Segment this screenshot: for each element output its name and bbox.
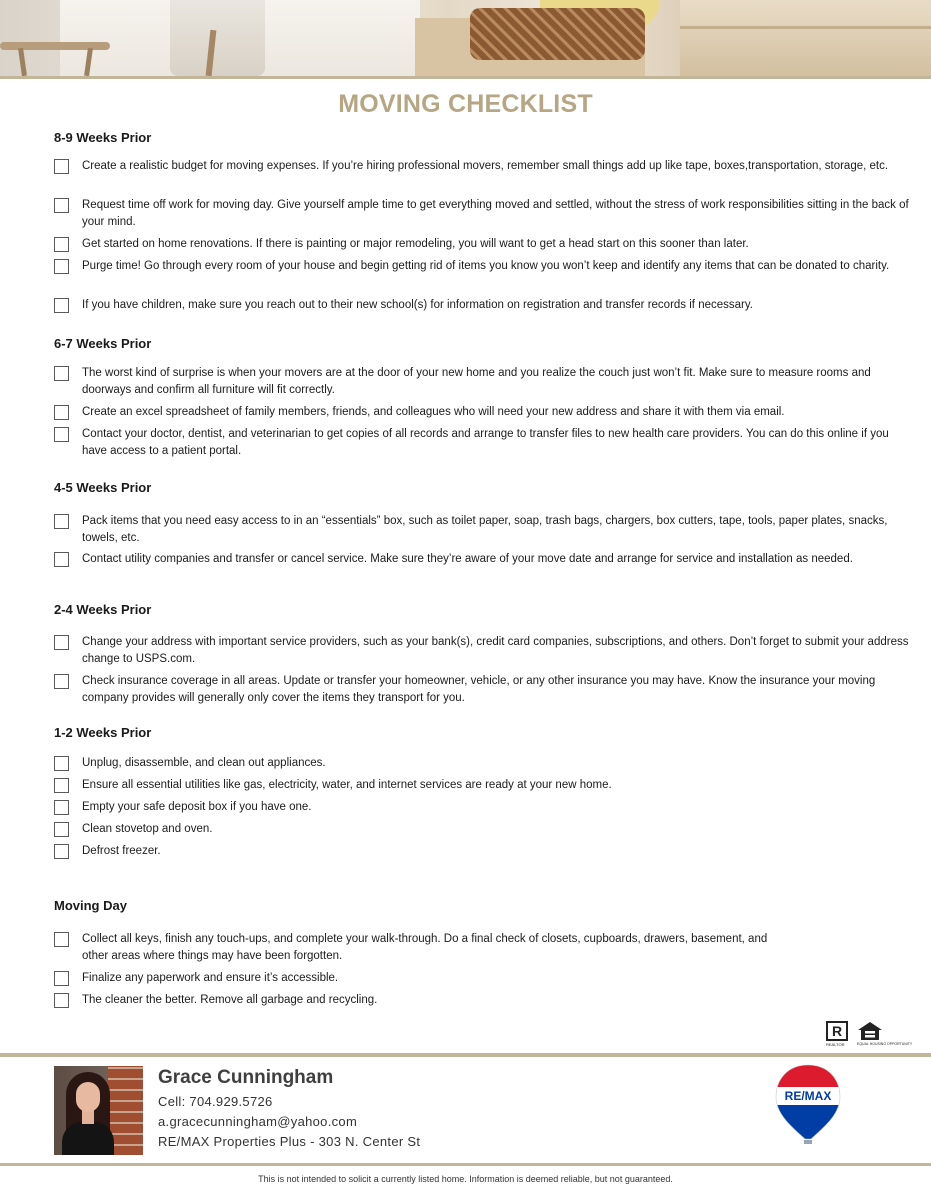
checklist-item-text: Collect all keys, finish any touch-ups, and complete your walk-through. Do a final check of closets, cupboards, drawers, basement, and other areas where things may have been forgotten. — [82, 933, 768, 962]
checklist-item-text: Change your address with important service providers, such as your bank(s), credit card companies, subscriptions, and others. Don’t forget to submit your address change to USPS.com. — [82, 636, 909, 665]
section-heading: 4-5 Weeks Prior — [54, 480, 152, 495]
equal-housing-icon: EQUAL HOUSING OPPORTUNITY — [857, 1021, 883, 1047]
checklist-item-text: Create a realistic budget for moving expenses. If you’re hiring professional movers, remember small things add up like tape, boxes,transportation, storage, etc. — [82, 160, 889, 172]
checklist-item-text: Check insurance coverage in all areas. Update or transfer your homeowner, vehicle, or any other insurance you may have. Know the insurance your moving company provides will generally only cover the items they transport for you. — [82, 675, 876, 704]
agent-email[interactable]: a.gracecunningham@yahoo.com — [158, 1114, 358, 1129]
checklist-item-text: Contact utility companies and transfer or cancel service. Make sure they’re aware of your move date and arrange for service and installation as needed. — [82, 553, 853, 565]
checkbox[interactable] — [54, 635, 69, 650]
checklist-item-text: Purge time! Go through every room of your house and begin getting rid of items you know you won’t keep and identify any items that can be donated to charity. — [82, 260, 890, 272]
section-heading: 2-4 Weeks Prior — [54, 602, 152, 617]
header-photo — [0, 0, 931, 76]
realtor-logo-icon: R REALTOR — [826, 1021, 850, 1047]
checklist-item-text: Pack items that you need easy access to in an “essentials” box, such as toilet paper, soap, trash bags, chargers, box cutters, tape, tools, paper plates, snacks, towels, etc. — [82, 515, 888, 544]
agent-phone[interactable]: Cell: 704.929.5726 — [158, 1094, 273, 1109]
checkbox[interactable] — [54, 427, 69, 442]
checkbox[interactable] — [54, 932, 69, 947]
checklist-item-text: The worst kind of surprise is when your movers are at the door of your new home and you realize the couch just won’t fit. Make sure to measure rooms and doorways and confirm all furniture will fit correctly. — [82, 367, 871, 396]
remax-logo-text: RE/MAX — [784, 1089, 832, 1103]
checklist-item-text: Create an excel spreadsheet of family members, friends, and colleagues who will need your new address and share it with them via email. — [82, 406, 785, 418]
checklist-item-text: Empty your safe deposit box if you have one. — [82, 801, 312, 813]
checklist-item-text: Ensure all essential utilities like gas, electricity, water, and internet services are ready at your new home. — [82, 779, 612, 791]
checkbox[interactable] — [54, 756, 69, 771]
checklist-item-text: Finalize any paperwork and ensure it’s accessible. — [82, 972, 339, 984]
checkbox[interactable] — [54, 405, 69, 420]
page-title: MOVING CHECKLIST — [338, 90, 593, 118]
checkbox[interactable] — [54, 159, 69, 174]
compliance-badges — [826, 1021, 913, 1049]
checklist-item-text: Contact your doctor, dentist, and veterinarian to get copies of all records and arrange to transfer files to new health care providers. You can do this online if you have access to a patient portal. — [82, 428, 889, 457]
checkbox[interactable] — [54, 822, 69, 837]
checkbox[interactable] — [54, 298, 69, 313]
checkbox[interactable] — [54, 366, 69, 381]
checkbox[interactable] — [54, 237, 69, 252]
checkbox[interactable] — [54, 800, 69, 815]
checklist-item-text: The cleaner the better. Remove all garbage and recycling. — [82, 994, 378, 1006]
footer-divider — [0, 1053, 931, 1057]
agent-name: Grace Cunningham — [158, 1067, 334, 1088]
checklist-item-text: Unplug, disassemble, and clean out appliances. — [82, 757, 326, 769]
remax-balloon-logo — [728, 1063, 888, 1145]
checklist-item-text: Defrost freezer. — [82, 845, 161, 857]
checkbox[interactable] — [54, 844, 69, 859]
section-heading: 1-2 Weeks Prior — [54, 725, 152, 740]
section-heading: Moving Day — [54, 898, 127, 913]
checkbox[interactable] — [54, 259, 69, 274]
header-divider — [0, 76, 931, 79]
disclaimer-divider — [0, 1163, 931, 1166]
section-heading: 8-9 Weeks Prior — [54, 130, 152, 145]
checklist-item-text: Clean stovetop and oven. — [82, 823, 213, 835]
checklist-item-text: If you have children, make sure you reach out to their new school(s) for information on registration and transfer records if necessary. — [82, 299, 753, 311]
checkbox[interactable] — [54, 514, 69, 529]
checkbox[interactable] — [54, 552, 69, 567]
checkbox[interactable] — [54, 778, 69, 793]
checkbox[interactable] — [54, 198, 69, 213]
checkbox[interactable] — [54, 993, 69, 1008]
agent-photo — [54, 1066, 143, 1155]
checkbox[interactable] — [54, 674, 69, 689]
checklist-item-text: Request time off work for moving day. Give yourself ample time to get everything moved and settled, without the stress of work responsibilities sitting in the back of your mind. — [82, 199, 909, 228]
checklist-item-text: Get started on home renovations. If there is painting or major remodeling, you will want to get a head start on this sooner than later. — [82, 238, 749, 250]
disclaimer: This is not intended to solicit a currently listed home. Information is deemed reliable, but not guaranteed. — [258, 1174, 673, 1184]
agent-office: RE/MAX Properties Plus - 303 N. Center St — [158, 1134, 421, 1149]
checkbox[interactable] — [54, 971, 69, 986]
section-heading: 6-7 Weeks Prior — [54, 336, 152, 351]
